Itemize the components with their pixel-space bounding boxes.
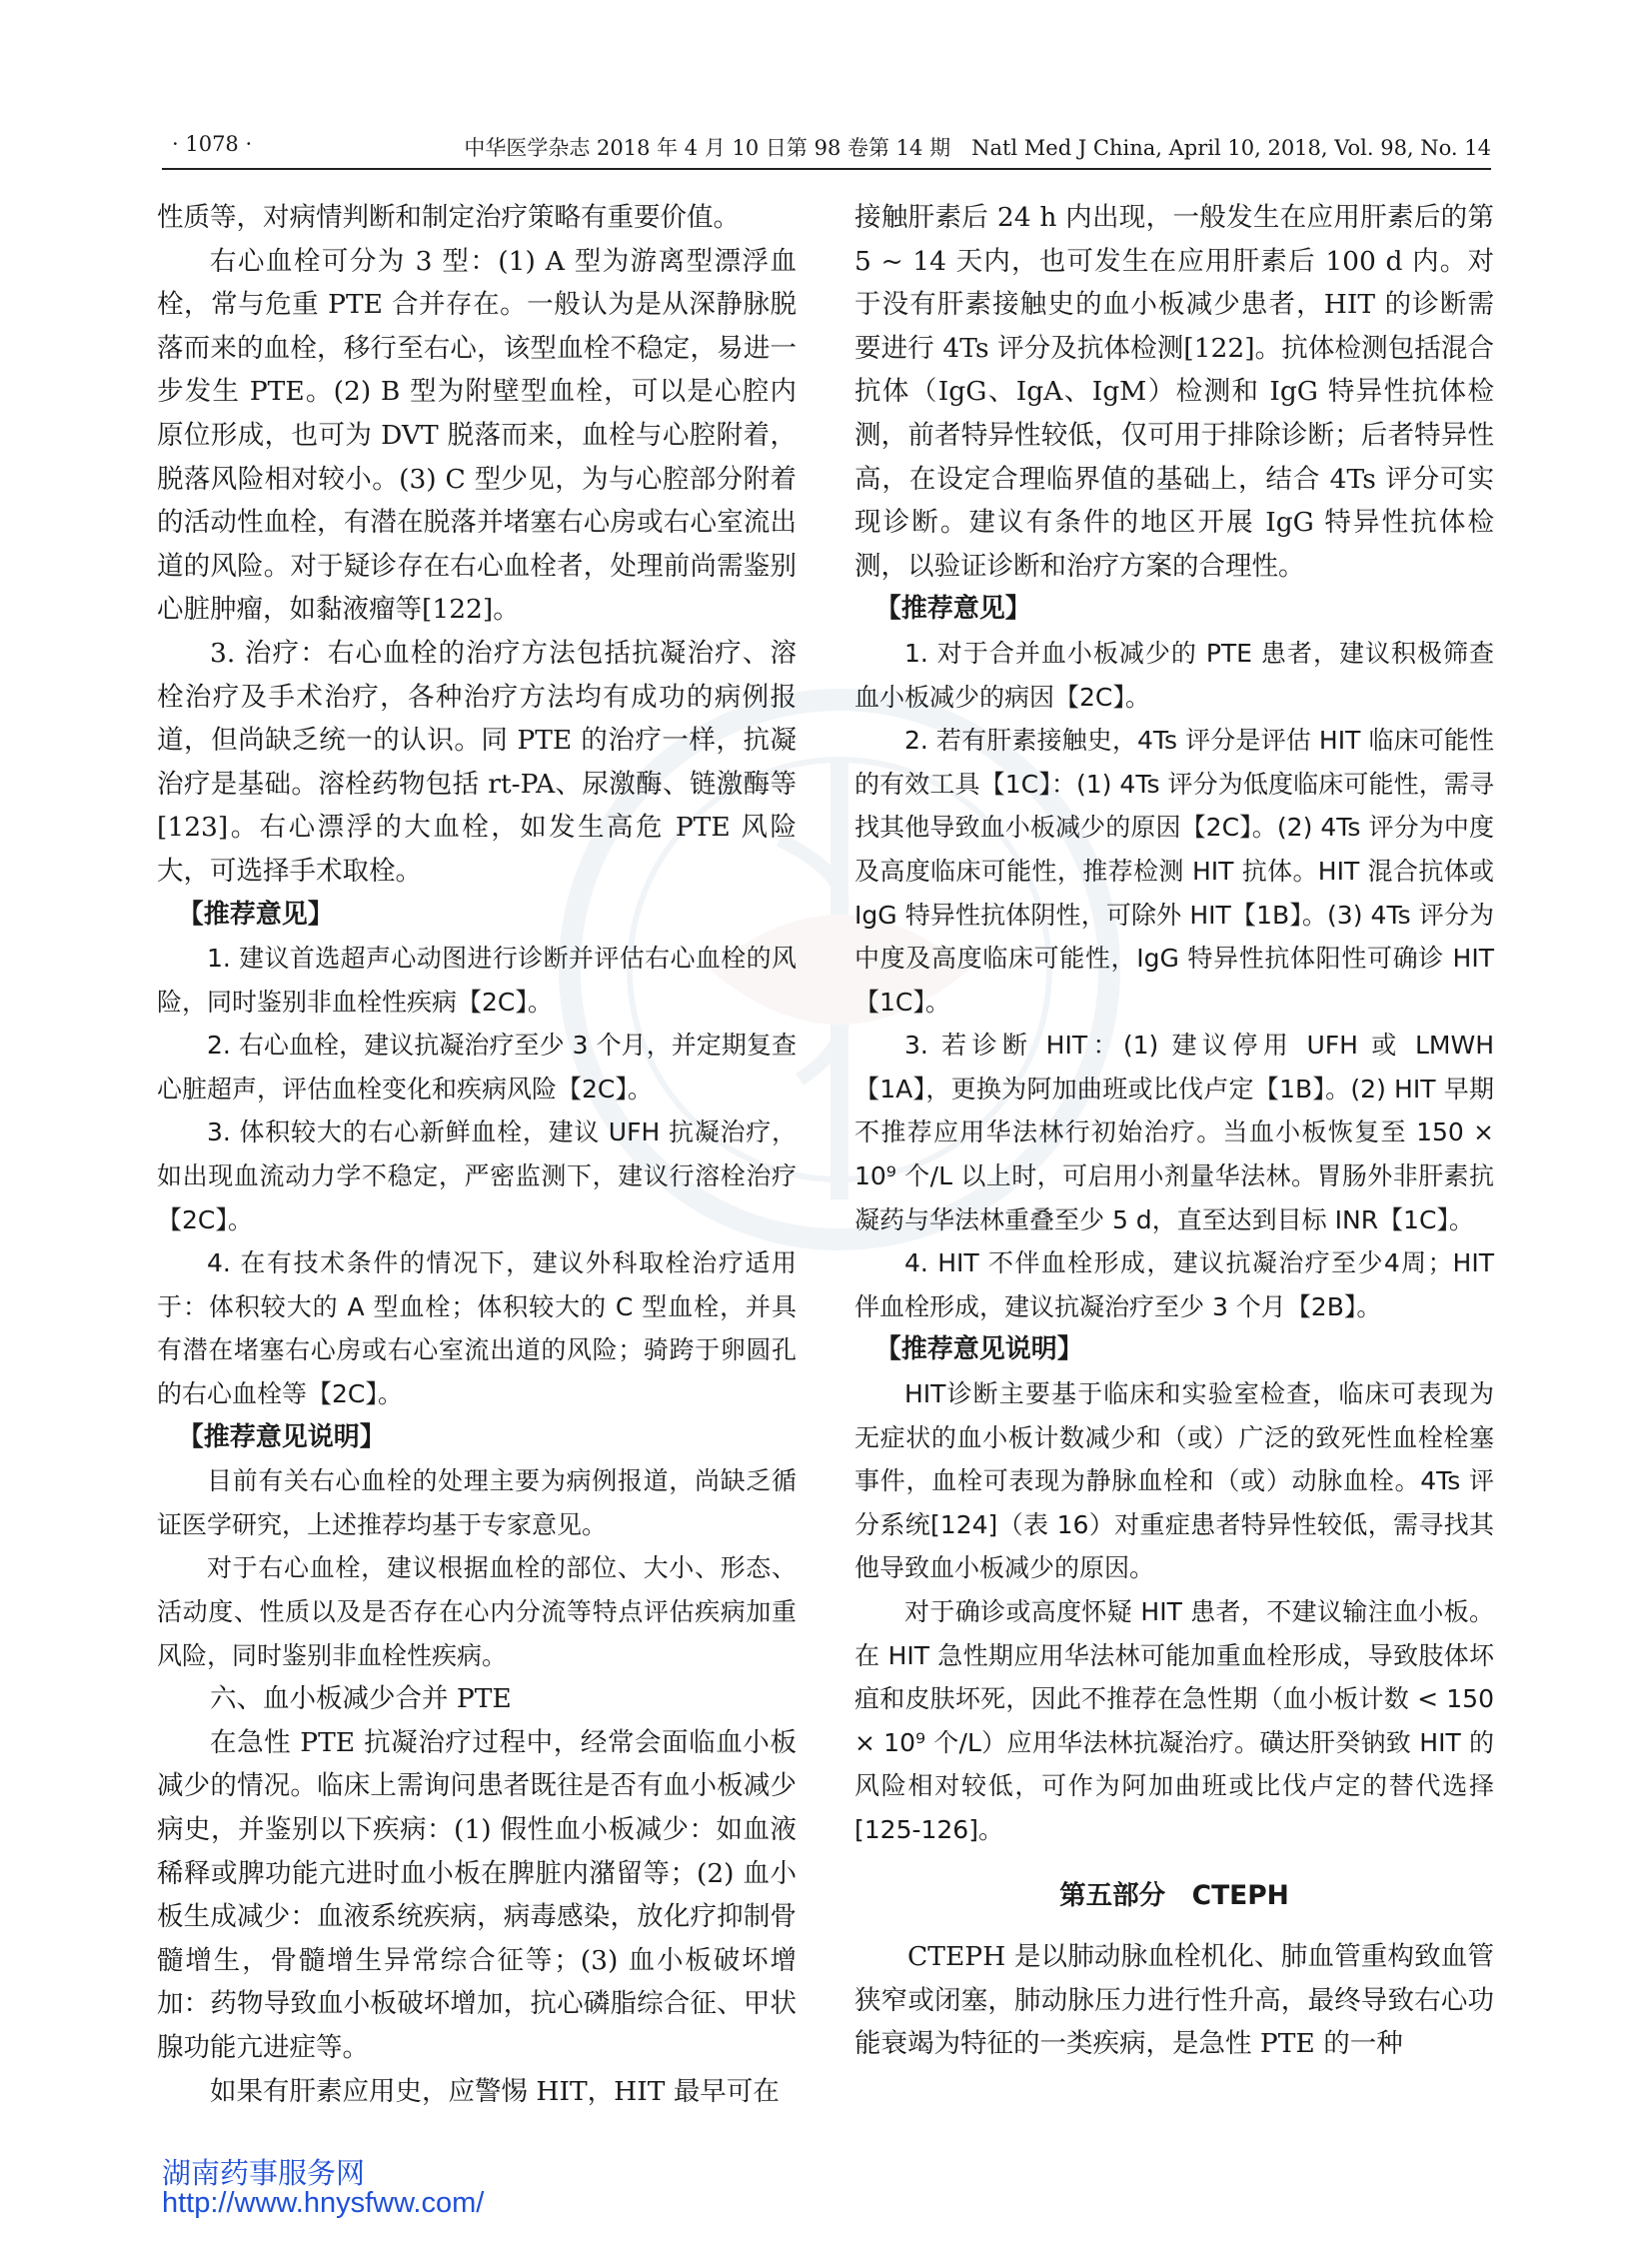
paragraph: 在急性 PTE 抗凝治疗过程中，经常会面临血小板减少的情况。临床上需询问患者既往是否有血小板减少病史，并鉴别以下疾病：(1) 假性血小板减少：如血液稀释或脾功能亢进时血小板在脾脏内潴留等；(2) 血小板生成减少：血液系统疾病，病毒感染，放化疗抑制骨髓增生，骨髓增生异常综合征等；(3) 血小板破坏增加：药物导致血小板破坏增加，抗心磷脂综合征、甲状腺功能亢进症等。	[157, 1726, 797, 2063]
paragraph: 如果有肝素应用史，应警惕 HIT，HIT 最早可在	[210, 2075, 780, 2107]
recommendation-item: 3. 若诊断 HIT：(1) 建议停用 UFH 或 LMWH【1A】，更换为阿加曲班或比伐卢定【1B】。(2) HIT 早期不推荐应用华法林行初始治疗。当血小板恢复至 150 × 10⁹ 个/L 以上时，可启用小剂量华法林。胃肠外非肝素抗凝药与华法林重叠至少 5 d，直至达到目标 INR【1C】。	[854, 1031, 1494, 1234]
right-column	[854, 196, 1494, 2066]
recommendation-item: 2. 右心血栓，建议抗凝治疗至少 3 个月，并定期复查心脏超声，评估血栓变化和疾病风险【2C】。	[157, 1031, 797, 1104]
paragraph: 右心血栓可分为 3 型：(1) A 型为游离型漂浮血栓，常与危重 PTE 合并存在。一般认为是从深静脉脱落而来的血栓，移行至右心，该型血栓不稳定，易进一步发生 PTE。(2) B 型为附壁型血栓，可以是心腔内原位形成，也可为 DVT 脱落而来，血栓与心腔附着，脱落风险相对较小。(3) C 型少见，为与心腔部分附着的活动性血栓，有潜在脱落并堵塞右心房或右心室流出道的风险。对于疑诊存在右心血栓者，处理前尚需鉴别心脏肿瘤，如黏液瘤等[122]。	[157, 245, 797, 626]
explanation-paragraph: 对于右心血栓，建议根据血栓的部位、大小、形态、活动度、性质以及是否存在心内分流等特点评估疾病加重风险，同时鉴别非血栓性疾病。	[157, 1553, 797, 1670]
recommendation-item: 3. 体积较大的右心新鲜血栓，建议 UFH 抗凝治疗，如出现血流动力学不稳定，严密监测下，建议行溶栓治疗【2C】。	[157, 1118, 797, 1234]
paragraph: CTEPH 是以肺动脉血栓机化、肺血管重构致血管狭窄或闭塞，肺动脉压力进行性升高，最终导致右心功能衰竭为特征的一类疾病，是急性 PTE 的一种	[854, 1941, 1494, 2060]
footer-link[interactable]: http://www.hnysfww.com/	[162, 2187, 485, 2219]
explanation-paragraph: 目前有关右心血栓的处理主要为病例报道，尚缺乏循证医学研究，上述推荐均基于专家意见。	[157, 1466, 797, 1539]
section-title: 第五部分 CTEPH	[1059, 1879, 1289, 1911]
subsection-title: 六、血小板减少合并 PTE	[210, 1683, 512, 1715]
explanation-paragraph: HIT诊断主要基于临床和实验室检查，临床可表现为无症状的血小板计数减少和（或）广泛的致死性血栓栓塞事件，血栓可表现为静脉血栓和（或）动脉血栓。4Ts 评分系统[124]（表 16）对重症患者特异性较低，需寻找其他导致血小板减少的原因。	[854, 1379, 1494, 1583]
recommendation-item: 2. 若有肝素接触史，4Ts 评分是评估 HIT 临床可能性的有效工具【1C】：(1) 4Ts 评分为低度临床可能性，需寻找其他导致血小板减少的原因【2C】。(2) 4Ts 评分为中度及高度临床可能性，推荐检测 HIT 抗体。HIT 混合抗体或 IgG 特异性抗体阴性，可除外 HIT【1B】。(3) 4Ts 评分为中度及高度临床可能性，IgG 特异性抗体阳性可确诊 HIT【1C】。	[854, 726, 1494, 1017]
recommendation-item: 1. 对于合并血小板减少的 PTE 患者，建议积极筛查血小板减少的病因【2C】。	[854, 638, 1494, 712]
explanation-heading: 【推荐意见说明】	[177, 1421, 386, 1452]
paragraph: 3. 治疗：右心血栓的治疗方法包括抗凝治疗、溶栓治疗及手术治疗，各种治疗方法均有成功的病例报道，但尚缺乏统一的认识。同 PTE 的治疗一样，抗凝治疗是基础。溶栓药物包括 rt-PA、尿激酶、链激酶等[123]。右心漂浮的大血栓，如发生高危 PTE 风险大，可选择手术取栓。	[157, 637, 797, 887]
recommendation-heading: 【推荐意见】	[874, 594, 1031, 625]
paragraph: 性质等，对病情判断和制定治疗策略有重要价值。	[157, 202, 740, 233]
page-number: · 1078 ·	[172, 132, 253, 156]
explanation-paragraph: 对于确诊或高度怀疑 HIT 患者，不建议输注血小板。在 HIT 急性期应用华法林可能加重血栓形成，导致肢体坏疽和皮肤坏死，因此不推荐在急性期（血小板计数 < 150 × 10⁹ 个/L）应用华法林抗凝治疗。磺达肝癸钠致 HIT 的风险相对较低，可作为阿加曲班或比伐卢定的替代选择[125-126]。	[854, 1597, 1494, 1844]
explanation-heading: 【推荐意见说明】	[874, 1334, 1083, 1365]
recommendation-item: 4. HIT 不伴血栓形成，建议抗凝治疗至少4周；HIT 伴血栓形成，建议抗凝治疗至少 3 个月【2B】。	[854, 1248, 1494, 1321]
left-column	[157, 196, 797, 2113]
journal-reference: 中华医学杂志 2018 年 4 月 10 日第 98 卷第 14 期 Natl Med J China, April 10, 2018, Vol. 98, No. 14	[464, 136, 1491, 160]
recommendation-item: 4. 在有技术条件的情况下，建议外科取栓治疗适用于：体积较大的 A 型血栓；体积较大的 C 型血栓，并具有潜在堵塞右心房或右心室流出道的风险；骑跨于卵圆孔的右心血栓等【2C】。	[157, 1248, 797, 1409]
paragraph: 接触肝素后 24 h 内出现，一般发生在应用肝素后的第 5 ~ 14 天内，也可发生在应用肝素后 100 d 内。对于没有肝素接触史的血小板减少患者，HIT 的诊断需要进行 4Ts 评分及抗体检测[122]。抗体检测包括混合抗体（IgG、IgA、IgM）检测和 IgG 特异性抗体检测，前者特异性较低，仅可用于排除诊断；后者特异性高，在设定合理临界值的基础上，结合 4Ts 评分可实现诊断。建议有条件的地区开展 IgG 特异性抗体检测，以验证诊断和治疗方案的合理性。	[854, 202, 1494, 582]
running-header	[162, 128, 1491, 170]
footer-organization: 湖南药事服务网	[162, 2156, 366, 2190]
recommendation-heading: 【推荐意见】	[177, 899, 334, 930]
recommendation-item: 1. 建议首选超声心动图进行诊断并评估右心血栓的风险，同时鉴别非血栓性疾病【2C】。	[157, 944, 797, 1017]
